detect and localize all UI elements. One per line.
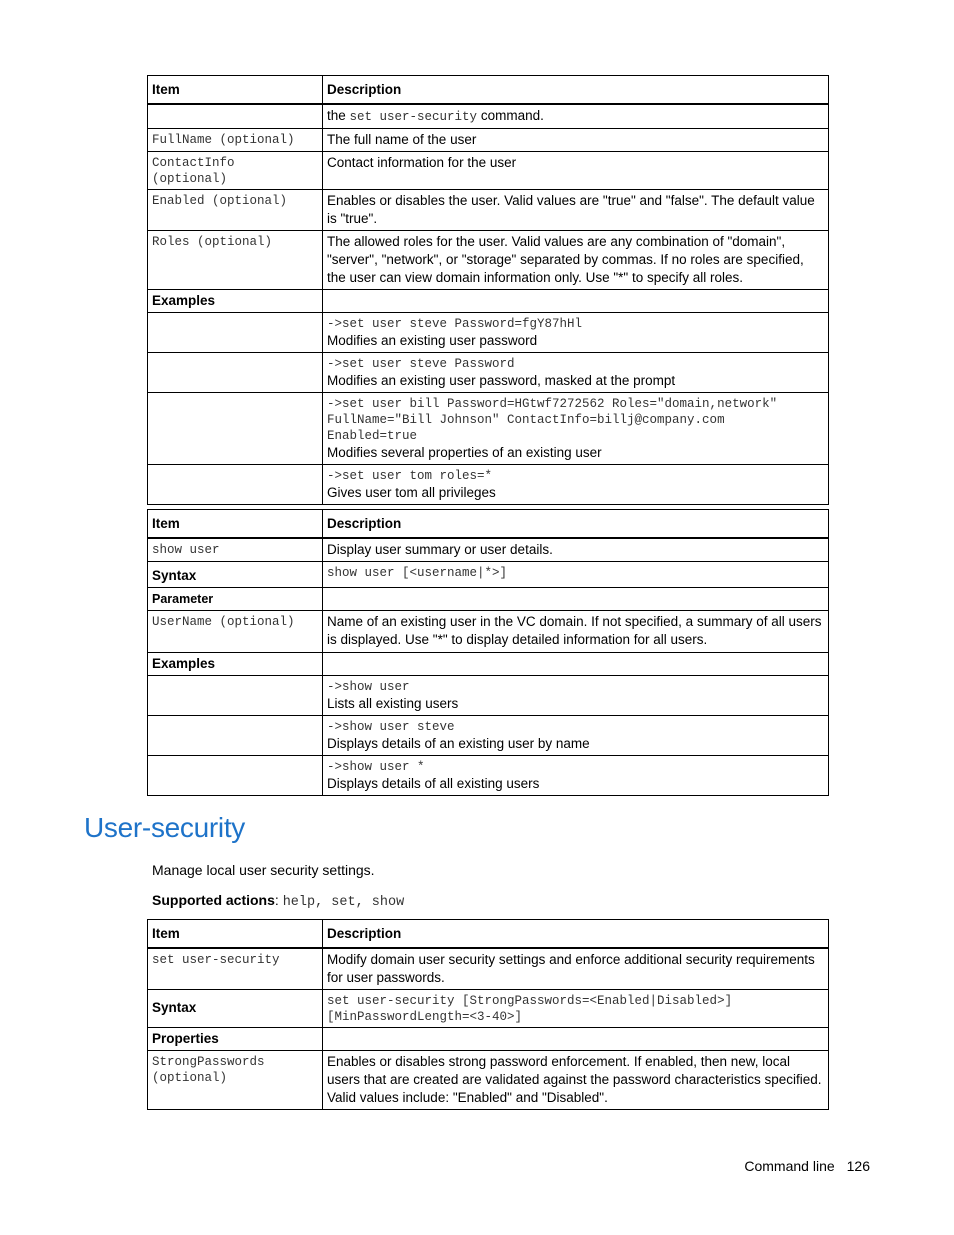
syntax-label: Syntax: [148, 562, 323, 588]
header-item: Item: [148, 920, 323, 948]
supported-actions-label: Supported actions: [152, 892, 275, 908]
syntax-cell: show user [<username|*>]: [323, 562, 829, 588]
set-user-table: [147, 75, 829, 505]
description-cell: The full name of the user: [323, 128, 829, 151]
table-row: [148, 538, 829, 562]
example-row: [148, 312, 829, 352]
item-cell: show user: [148, 538, 323, 562]
description-cell: The allowed roles for the user. Valid values are any combination of "domain", "server", "network", or "storage" separated by commas. If no roles are specified, the user can view domain information only. Use "*" to specify all roles.: [323, 230, 829, 289]
item-cell: UserName (optional): [148, 611, 323, 653]
description-cell: Modify domain user security settings and enforce additional security requirements for user passwords.: [323, 948, 829, 990]
section-title: User-security: [84, 812, 246, 843]
examples-row: [148, 653, 829, 676]
page-number: 126: [846, 1158, 870, 1174]
table-header-row: [148, 920, 829, 948]
example-row: [148, 676, 829, 716]
example-cell: ->show user Lists all existing users: [323, 676, 829, 716]
set-user-security-table: [147, 919, 829, 1110]
table-row: [148, 128, 829, 151]
show-user-table: [147, 509, 829, 796]
item-cell: Enabled (optional): [148, 189, 323, 230]
item-cell: ContactInfo (optional): [148, 151, 323, 189]
parameter-label: Parameter: [148, 588, 323, 611]
table-row: [148, 611, 829, 653]
table-row: [148, 104, 829, 129]
item-cell: FullName (optional): [148, 128, 323, 151]
table-row: [148, 151, 829, 189]
example-cell: ->set user steve Password Modifies an existing user password, masked at the prompt: [323, 352, 829, 392]
syntax-row: [148, 562, 829, 588]
properties-label: Properties: [148, 1027, 323, 1050]
page-footer: [744, 1158, 870, 1174]
example-row: [148, 464, 829, 504]
example-row: [148, 392, 829, 464]
table-row: [148, 948, 829, 990]
table-row: [148, 230, 829, 289]
supported-actions: Supported actions: help, set, show: [152, 892, 405, 910]
item-cell: set user-security: [148, 948, 323, 990]
description-cell: Enables or disables the user. Valid values are "true" and "false". The default value is "true".: [323, 189, 829, 230]
examples-label: Examples: [148, 653, 323, 676]
section-intro: Manage local user security settings.: [152, 862, 375, 878]
properties-row: [148, 1027, 829, 1050]
example-cell: ->show user * Displays details of all existing users: [323, 756, 829, 796]
table-row: [148, 189, 829, 230]
examples-row: [148, 289, 829, 312]
header-item: Item: [148, 76, 323, 104]
parameter-row: [148, 588, 829, 611]
item-cell: Roles (optional): [148, 230, 323, 289]
syntax-label: Syntax: [148, 989, 323, 1027]
example-row: [148, 756, 829, 796]
header-description: Description: [323, 76, 829, 104]
header-item: Item: [148, 510, 323, 538]
table-row: [148, 1050, 829, 1109]
table-header-row: [148, 510, 829, 538]
description-cell: Name of an existing user in the VC domain. If not specified, a summary of all users is displayed. Use "*" to display detailed information for all users.: [323, 611, 829, 653]
description-cell: Display user summary or user details.: [323, 538, 829, 562]
description-cell: Enables or disables strong password enforcement. If enabled, then new, local users that are created are validated against the password characteristics specified. Valid values include: "Enabled" and "Disabled".: [323, 1050, 829, 1109]
continued-description: the set user-security command.: [323, 104, 829, 129]
examples-label: Examples: [148, 289, 323, 312]
table-header-row: [148, 76, 829, 104]
example-cell: ->set user bill Password=HGtwf7272562 Roles="domain,network" FullName="Bill Johnson" ContactInfo=billj@company.com Enabled=true Modifies several properties of an existing user: [323, 392, 829, 464]
example-row: [148, 716, 829, 756]
description-cell: Contact information for the user: [323, 151, 829, 189]
example-cell: ->set user tom roles=* Gives user tom all privileges: [323, 464, 829, 504]
example-cell: ->show user steve Displays details of an existing user by name: [323, 716, 829, 756]
header-description: Description: [323, 920, 829, 948]
footer-section: Command line: [744, 1158, 835, 1174]
item-cell: StrongPasswords (optional): [148, 1050, 323, 1109]
header-description: Description: [323, 510, 829, 538]
supported-actions-list: help, set, show: [282, 895, 405, 910]
syntax-cell: set user-security [StrongPasswords=<Enabled|Disabled>] [MinPasswordLength=<3-40>]: [323, 989, 829, 1027]
example-cell: ->set user steve Password=fgY87hHl Modifies an existing user password: [323, 312, 829, 352]
example-row: [148, 352, 829, 392]
syntax-row: [148, 989, 829, 1027]
